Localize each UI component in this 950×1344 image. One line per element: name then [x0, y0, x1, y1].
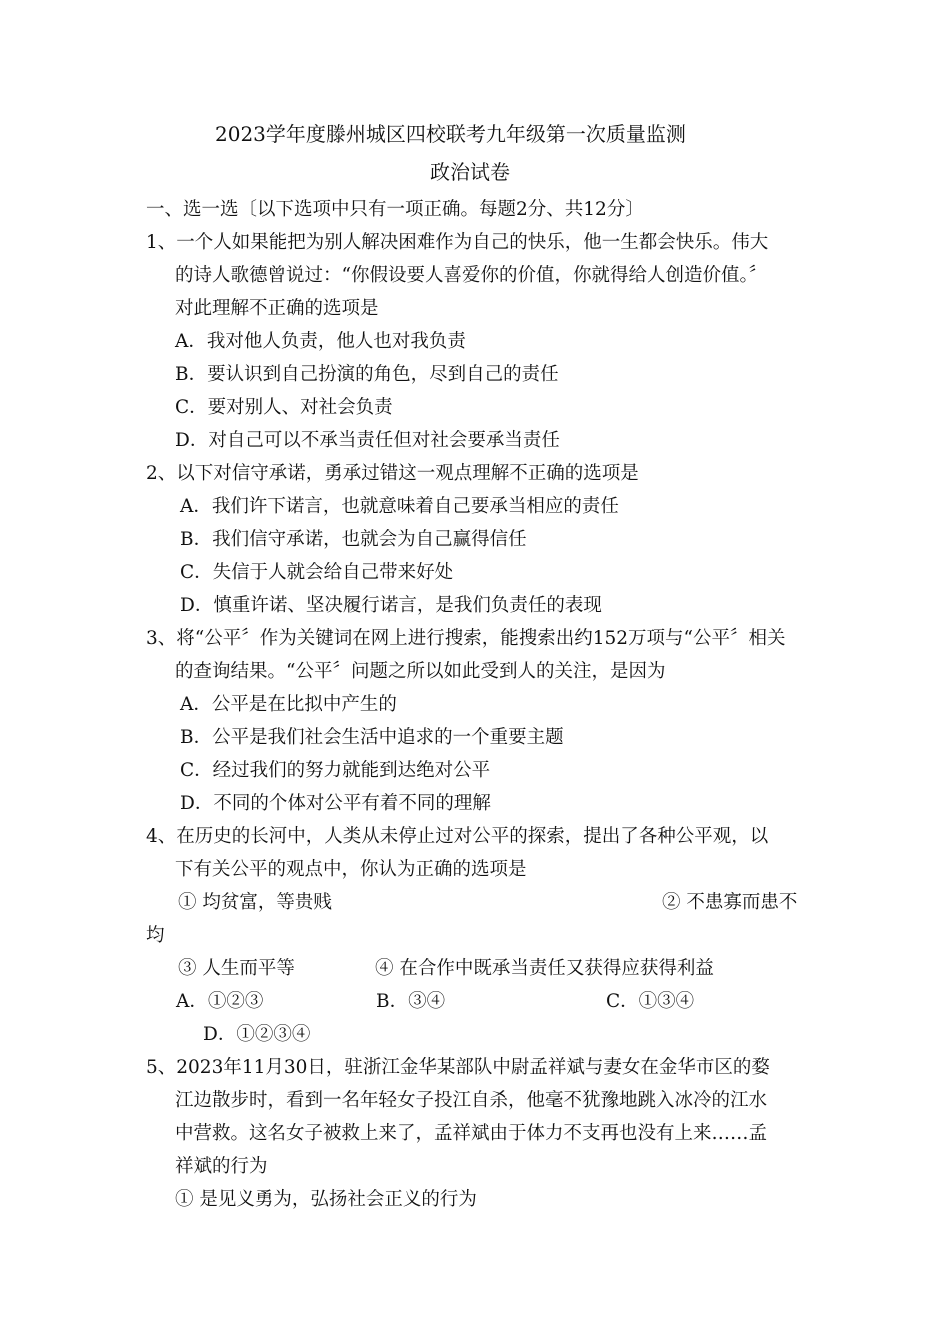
question-3-option-c: C．经过我们的努力就能到达绝对公平 — [180, 760, 491, 781]
question-2-option-b: B．我们信守承诺，也就会为自己赢得信任 — [180, 529, 527, 550]
exam-title: 2023学年度滕州城区四校联考九年级第一次质量监测 — [215, 122, 686, 146]
question-2-option-a: A．我们许下诺言，也就意味着自己要承当相应的责任 — [180, 496, 619, 517]
question-4-line-1: 4、在历史的长河中，人类从未停止过对公平的探索，提出了各种公平观，以 — [146, 826, 769, 847]
question-3-option-d: D．不同的个体对公平有着不同的理解 — [180, 793, 491, 814]
question-4-item-4: ④ 在合作中既承当责任又获得应获得利益 — [375, 958, 714, 979]
question-2-line-1: 2、以下对信守承诺，勇承过错这一观点理解不正确的选项是 — [146, 463, 639, 484]
question-4-item-1: ① 均贫富，等贵贱 — [178, 892, 332, 913]
question-5-item-1: ① 是见义勇为，弘扬社会正义的行为 — [175, 1189, 477, 1210]
question-4-line-2: 下有关公平的观点中，你认为正确的选项是 — [175, 859, 527, 880]
question-3-line-2: 的查询结果。“公平〞问题之所以如此受到人的关注，是因为 — [175, 661, 666, 682]
question-4-item-2: ② 不患寡而患不 — [662, 892, 798, 913]
question-5-line-1: 5、2023年11月30日，驻浙江金华某部队中尉孟祥斌与妻女在金华市区的婺 — [146, 1057, 770, 1078]
question-3-option-a: A．公平是在比拟中产生的 — [180, 694, 397, 715]
question-4-option-a: A．①②③ — [176, 991, 264, 1012]
question-1-option-c: C．要对别人、对社会负责 — [175, 397, 393, 418]
exam-subtitle: 政治试卷 — [430, 160, 510, 184]
question-1-option-d: D．对自己可以不承当责任但对社会要承当责任 — [175, 430, 560, 451]
question-3-line-1: 3、将“公平〞作为关键词在网上进行搜索，能搜索出约152万项与“公平〞相关 — [146, 628, 786, 649]
question-2-option-c: C．失信于人就会给自己带来好处 — [180, 562, 454, 583]
question-4-item-3: ③ 人生而平等 — [178, 958, 295, 979]
question-1-option-b: B．要认识到自己扮演的角色，尽到自己的责任 — [175, 364, 559, 385]
question-4-option-c: C．①③④ — [606, 991, 695, 1012]
section-heading: 一、选一选〔以下选项中只有一项正确。每题2分、共12分〕 — [146, 199, 644, 220]
question-5-line-3: 中营救。这名女子被救上来了，孟祥斌由于体力不支再也没有上来……孟 — [175, 1123, 768, 1144]
question-4-option-d: D．①②③④ — [203, 1024, 311, 1045]
question-5-line-4: 祥斌的行为 — [175, 1156, 268, 1177]
question-2-option-d: D．慎重许诺、坚决履行诺言，是我们负责任的表现 — [180, 595, 602, 616]
question-4-item-2-wrap: 均 — [146, 925, 165, 946]
question-1-line-3: 对此理解不正确的选项是 — [175, 298, 379, 319]
question-4-option-b: B．③④ — [376, 991, 446, 1012]
question-1-line-2: 的诗人歌德曾说过：“你假设要人喜爱你的价值，你就得给人创造价值。〞 — [175, 265, 768, 286]
question-5-line-2: 江边散步时，看到一名年轻女子投江自杀，他毫不犹豫地跳入冰冷的江水 — [175, 1090, 768, 1111]
question-1-option-a: A．我对他人负责，他人也对我负责 — [175, 331, 466, 352]
question-1-line-1: 1、一个人如果能把为别人解决困难作为自己的快乐，他一生都会快乐。伟大 — [146, 232, 769, 253]
question-3-option-b: B．公平是我们社会生活中追求的一个重要主题 — [180, 727, 564, 748]
